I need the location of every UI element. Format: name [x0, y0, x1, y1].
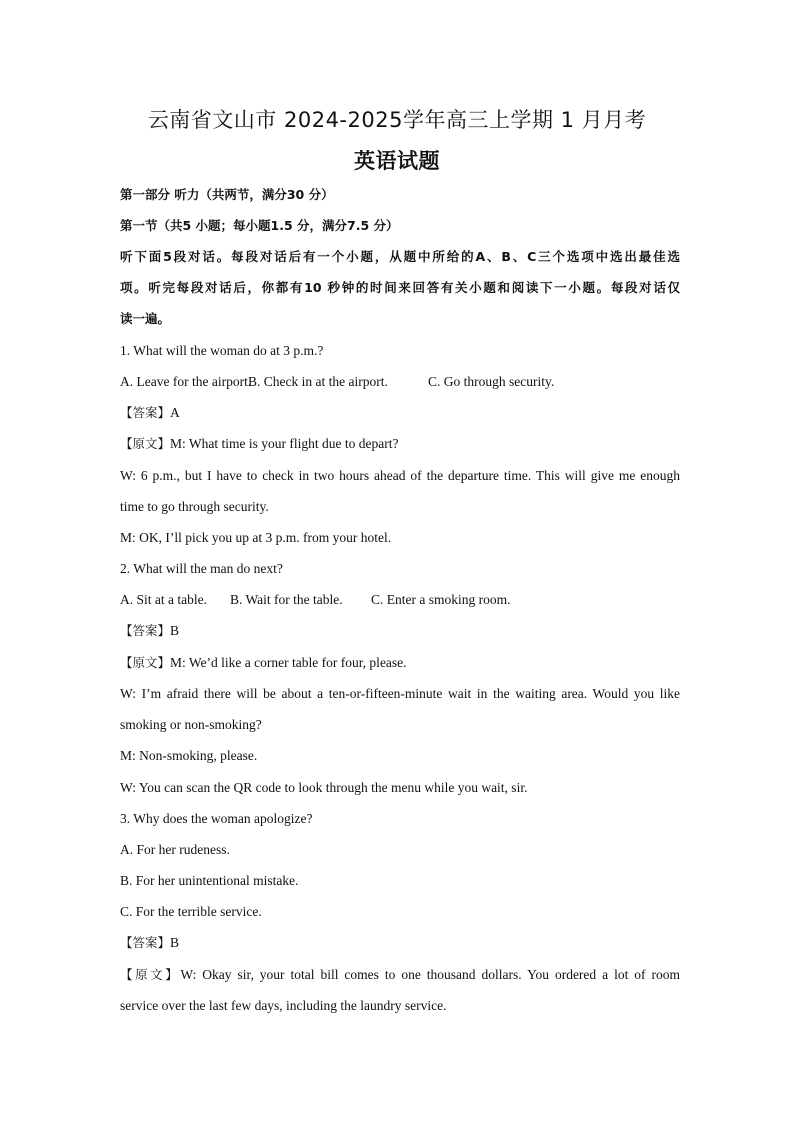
- q2-answer: [120, 623, 680, 639]
- answer-label: 【答案】: [120, 405, 171, 420]
- q2-transcript-line-5: W: You can scan the QR code to look through the menu while you wait, sir.: [120, 780, 528, 795]
- q1-option-b: B. Check in at the airport.: [248, 374, 388, 389]
- q1-transcript-line-2: W: 6 p.m., but I have to check in two hours ahead of the departure time. This will give me enough: [120, 468, 680, 483]
- instructions-line-3: 读一遍。: [120, 311, 171, 326]
- q2-options: [120, 592, 680, 608]
- answer-label: 【答案】: [120, 935, 171, 950]
- q1-answer-value: A: [170, 405, 180, 420]
- q3-option-b: B. For her unintentional mistake.: [120, 873, 299, 888]
- q2-transcript-line-4: M: Non-smoking, please.: [120, 748, 258, 763]
- q3-question: 3. Why does the woman apologize?: [120, 811, 313, 826]
- q3-answer-value: B: [170, 935, 180, 950]
- q1-answer: [120, 405, 680, 421]
- document-subtitle: 英语试题: [354, 149, 440, 173]
- q1-transcript-line-4: M: OK, I’ll pick you up at 3 p.m. from your hotel.: [120, 530, 392, 545]
- q3-option-a: A. For her rudeness.: [120, 842, 230, 857]
- document-title: 云南省文山市 2024-2025学年高三上学期 1 月月考: [147, 108, 647, 132]
- q2-transcript-line-2: W: I’m afraid there will be about a ten-or-fifteen-minute wait in the waiting area. Would you like: [120, 686, 680, 701]
- q2-question: 2. What will the man do next?: [120, 561, 283, 576]
- q1-option-c: C. Go through security.: [428, 374, 555, 389]
- transcript-label: 【原文】: [120, 655, 171, 670]
- answer-label: 【答案】: [120, 623, 171, 638]
- q2-transcript-line-1: 【原文】M: We’d like a corner table for four, please.: [120, 655, 407, 670]
- instructions-line-1: 听下面5段对话。每段对话后有一个小题，从题中所给的A、B、C三个选项中选出最佳选: [120, 249, 680, 264]
- transcript-label: 【原文】: [120, 436, 171, 451]
- transcript-label: 【原文】: [120, 967, 181, 982]
- part-heading: 第一部分 听力（共两节，满分30 分）: [120, 187, 334, 202]
- q1-option-a: A. Leave for the airport.: [120, 374, 252, 389]
- q2-answer-value: B: [170, 623, 180, 638]
- q3-transcript-line-2: service over the last few days, including the laundry service.: [120, 998, 447, 1013]
- instructions-line-2: 项。听完每段对话后，你都有10 秒钟的时间来回答有关小题和阅读下一小题。每段对话仅: [120, 280, 680, 295]
- q3-transcript-line-1: 【原文】W: Okay sir, your total bill comes to one thousand dollars. You ordered a lot of room: [120, 967, 680, 982]
- section-heading: 第一节（共5 小题；每小题1.5 分，满分7.5 分）: [120, 218, 399, 233]
- q2-transcript-line-3: smoking or non-smoking?: [120, 717, 262, 732]
- q3-answer: [120, 935, 680, 951]
- q1-transcript-line-3: time to go through security.: [120, 499, 269, 514]
- q3-option-c: C. For the terrible service.: [120, 904, 262, 919]
- q1-transcript-line-1: 【原文】M: What time is your flight due to depart?: [120, 436, 399, 451]
- q2-option-a: A. Sit at a table.: [120, 592, 207, 607]
- q2-option-b: B. Wait for the table.: [230, 592, 343, 607]
- q2-option-c: C. Enter a smoking room.: [371, 592, 511, 607]
- q1-options: [120, 374, 680, 390]
- q1-question: 1. What will the woman do at 3 p.m.?: [120, 343, 324, 358]
